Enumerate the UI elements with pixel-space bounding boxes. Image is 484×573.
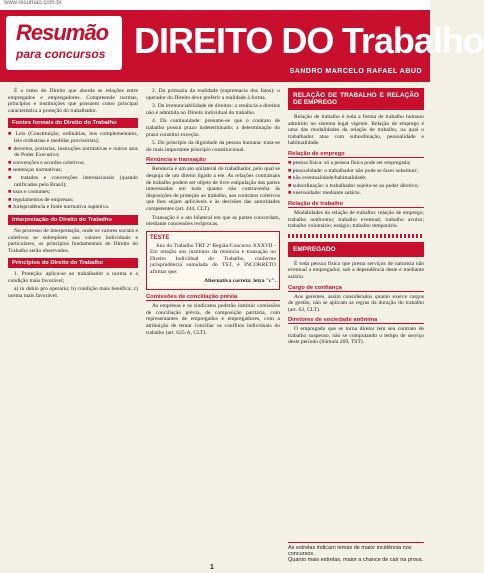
author-name: SANDRO MARCELO RAFAEL ABUD: [289, 68, 422, 75]
list-item: ■ subordinação: o trabalhador sujeita-se ao poder diretivo;: [294, 183, 424, 190]
principio-1-text: 1. Proteção: aplica-se ao trabalhador a norma e a condição mais favorável;: [8, 271, 138, 284]
teste-answer: Alternativa correta: letra "c".: [204, 277, 276, 284]
list-item: ■ sentenças normativas;: [14, 167, 138, 174]
relacao-text: Relação de trabalho é toda a forma de trabalho humano admitido no sistema legal vigente. Relação de emprego é uma das modalidades da relação de trabalho, na qual o trabalhador atua com subordinação, pessoalidade e habitualidade.: [288, 114, 424, 147]
brand-name: Resumão: [16, 20, 109, 45]
modalidades-text: Modalidades da relação de trabalho: relação de emprego; trabalho autônomo; trabalho eventual; trabalho avulso; trabalho voluntário; estágio; trabalho temporário.: [288, 209, 424, 230]
intro-text: É o ramo do Direito que aborda as relações entre empregados e empregadores. Compreende normas, princípios e instituições que possuem como principal característica a proteção do trabalhador.: [8, 88, 138, 114]
section-principios-heading: Princípios do Direito do Trabalho: [8, 258, 138, 268]
transacao-text: Transação é o ato bilateral em que as partes concordam, mediante concessões recíprocas.: [146, 214, 280, 228]
principio-5-text: 5. Do princípio da dignidade da pessoa humana: trata-se do mais importante princípio constitucional.: [146, 140, 280, 153]
comissoes-text: As empresas e os sindicatos poderão instituir comissões de conciliação prévia, de composição paritária, com representantes de empregados e empregadores, com a atribuição de tentar conciliar os conflitos individuais do trabalho (art. 625-A, CLT).: [146, 303, 280, 336]
list-item: ■ pessoalidade: o trabalhador não pode se fazer substituir;: [294, 168, 424, 175]
list-item: ■ tratados e convenções internacionais (quando ratificados pelo Brasil);: [14, 175, 138, 188]
teste-text: Juiz do Trabalho TRT 2ª Região/Concurso XXXVII - Em relação aos institutos da renúncia e transação no Direito Individual do Trabalho, conforme jurisprudência sumulada do TST, é INCORRETO afirmar que:: [150, 242, 276, 276]
title-main: Trabalho: [341, 20, 484, 61]
list-item: ■ Leis (Constituição, ordinárias, leis complementares, leis ordinárias e medidas provisórias);: [14, 131, 138, 144]
site-url: www.resumao.com.br: [4, 0, 62, 6]
panel-relacao-heading: RELAÇÃO DE TRABALHO E RELAÇÃO DE EMPREGO: [288, 88, 424, 110]
list-item: ■ regulamentos de empresas;: [14, 197, 138, 204]
legend-line: As estrelas indicam temas de maior incidência nos concursos.: [288, 545, 412, 557]
interpretacao-text: No processo de interpretação, onde os valores sociais e coletivos se sobrepõem aos valores individuais e particulares, os princípios fundamentais do Direito do Trabalho serão observados.: [8, 227, 138, 254]
header-top-strip: [0, 0, 430, 10]
title-prefix: DIREITO DO: [134, 20, 334, 61]
teste-title: TESTE: [150, 234, 170, 241]
list-item: ■ pessoa física: só a pessoa física pode ser empregada;: [294, 160, 424, 167]
list-item: ■ não eventualidade/habitualidade;: [294, 175, 424, 182]
list-item: ■ decretos, portarias, instruções normativas e outros atos do Poder Executivo;: [14, 146, 138, 159]
section-diretores-heading: Diretores de sociedade anônima: [288, 317, 424, 324]
teste-box: [146, 231, 280, 291]
list-item: ■ Jurisprudência e fonte normativa supletiva.: [14, 204, 138, 211]
section-renuncia-heading: Renúncia e transação: [146, 157, 280, 164]
column-2: [146, 88, 280, 566]
section-comissoes-heading: Comissões de conciliação prévia: [146, 294, 280, 301]
renuncia-text: Renúncia é um ato unilateral do trabalhador, pelo qual se despoja de um direito ligado a ele. As relações contratuais de trabalho podem ser objeto de livre estipulação das partes interessadas em tudo quanto não contravenha às disposições de proteção ao trabalho, aos contratos coletivos que lhes sejam aplicáveis e às decisões das autoridades competentes (art. 444, CLT).: [146, 166, 280, 212]
legend-line: Quanto mais estrelas, maior a chance de cair na prova.: [288, 557, 424, 563]
brand-tagline: para concursos: [16, 47, 106, 61]
principio-1-sub-text: a) in dubio pro operario; b) condição mais benéfica; c) norma mais favorável.: [8, 286, 138, 300]
section-fontes-heading: Fontes formais do Direito do Trabalho: [8, 118, 138, 128]
principio-3-text: 3. Da irrenunciabilidade de direitos: a renúncia a direitos não é admitida no Direito individual do trabalho.: [146, 103, 280, 116]
cargo-text: Aos gerentes, assim considerados quanto exerce cargos de gestão, não se aplicam as regras da duração do trabalho (art. 62, CLT).: [288, 293, 424, 313]
section-relacao-emprego-heading: Relação de emprego: [288, 151, 424, 158]
section-relacao-trabalho-heading: Relação de trabalho: [288, 201, 424, 208]
diretores-text: O empregado que se torna diretor tem seu contrato de trabalho suspenso, não se computando o tempo de serviço deste período (Súmula 269, TST).: [288, 326, 424, 346]
header-banner: [0, 0, 484, 82]
column-3: [288, 88, 424, 566]
principio-4-text: 4. Da continuidade: presume-se que o contrato de trabalho possui prazo indeterminado; a determinação do prazo constitui exceção.: [146, 118, 280, 138]
list-item: ■ onerosidade: mediante salário.: [294, 190, 424, 197]
panel-empregado-heading: EMPREGADO: [288, 242, 424, 257]
dotted-divider: [288, 234, 424, 238]
section-interpretacao-heading: Interpretação do Direito do Trabalho: [8, 215, 138, 225]
section-cargo-heading: Cargo de confiança: [288, 285, 424, 292]
principio-2-text: 2. Da primazia da realidade (supremacia dos fatos): o operador do Direito deve preferir a realidade à forma.: [146, 88, 280, 101]
page-number: 1: [210, 564, 214, 571]
brand-logo: [6, 16, 122, 70]
column-1: [8, 88, 138, 566]
empregado-text: É toda pessoa física que presta serviços de natureza não eventual a empregador, sob a dependência deste e mediante salário.: [288, 260, 424, 280]
list-item: ■ usos e costumes;: [14, 189, 138, 196]
stars-legend: [288, 542, 424, 563]
list-item: ■ convenções e acordos coletivos;: [14, 160, 138, 167]
page-title: [134, 20, 484, 62]
